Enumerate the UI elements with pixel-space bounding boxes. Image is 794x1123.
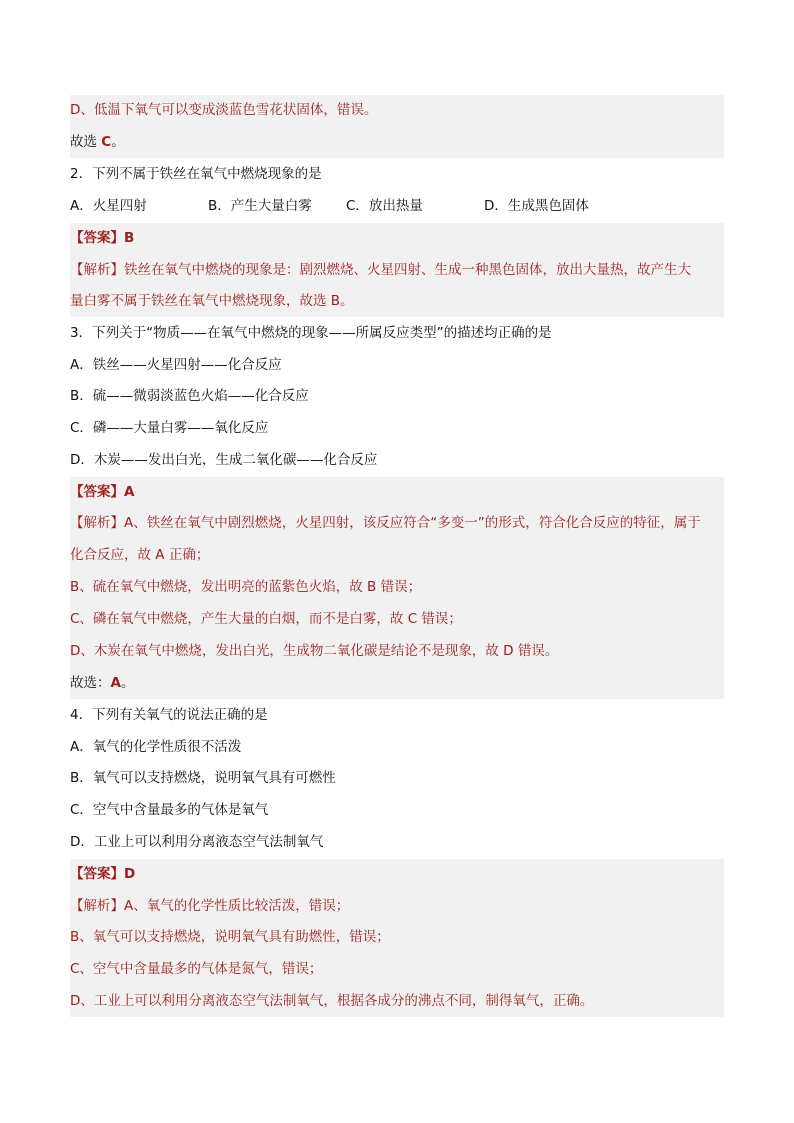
q1-analysis-d: D、低温下氧气可以变成淡蓝色雪花状固体，错误。 — [70, 102, 378, 118]
conclusion-prefix: 故选： — [70, 675, 111, 691]
q3-stem: 3．下列关于“物质——在氧气中燃烧的现象——所属反应类型”的描述均正确的是 — [70, 325, 552, 341]
q2-option-d: D．生成黑色固体 — [484, 198, 589, 214]
q4-option-d: D．工业上可以利用分离液态空气法制氧气 — [70, 834, 324, 850]
conclusion-answer: C — [101, 134, 112, 150]
q4-option-a: A．氧气的化学性质很不活泼 — [70, 739, 242, 755]
conclusion-suffix: 。 — [120, 675, 135, 691]
q3-conclusion — [70, 668, 722, 700]
q3-option-b: B．硫——微弱淡蓝色火焰——化合反应 — [70, 388, 309, 404]
q2-answer: 【答案】B — [70, 230, 135, 246]
conclusion-answer: A — [110, 675, 121, 691]
q3-answer: 【答案】A — [70, 484, 135, 500]
q2-option-a: A．火星四射 — [70, 198, 147, 214]
q4-analysis-b: B、氧气可以支持燃烧，说明氧气具有助燃性，错误； — [70, 929, 390, 945]
conclusion-prefix: 故选 — [70, 134, 102, 150]
q2-stem: 2．下列不属于铁丝在氧气中燃烧现象的是 — [70, 166, 322, 182]
q4-option-c: C．空气中含量最多的气体是氧气 — [70, 802, 269, 818]
q3-analysis-line1: 【解析】A、铁丝在氧气中剧烈燃烧，火星四射，该反应符合“多变一”的形式，符合化合反应的特征，属于 — [70, 515, 701, 531]
q2-analysis-line1: 【解析】铁丝在氧气中燃烧的现象是：剧烈燃烧、火星四射、生成一种黑色固体，放出大量热，故产生大 — [70, 262, 691, 278]
q3-analysis-c: C、磷在氧气中燃烧，产生大量的白烟，而不是白雾，故 C 错误； — [70, 611, 462, 627]
q1-conclusion — [70, 127, 722, 159]
q3-option-a: A．铁丝——火星四射——化合反应 — [70, 357, 282, 373]
q4-analysis-d: D、工业上可以利用分离液态空气法制氧气，根据各成分的沸点不同，制得氧气，正确。 — [70, 993, 594, 1009]
q3-option-d: D．木炭——发出白光，生成二氧化碳——化合反应 — [70, 452, 378, 468]
q2-analysis-line2: 量白雾不属于铁丝在氧气中燃烧现象，故选 B。 — [70, 293, 354, 309]
q2-options — [70, 191, 722, 223]
q3-analysis-d: D、木炭在氧气中燃烧，发出白光，生成物二氧化碳是结论不是现象，故 D 错误。 — [70, 643, 559, 659]
q4-answer: 【答案】D — [70, 866, 136, 882]
q4-option-b: B．氧气可以支持燃烧，说明氧气具有可燃性 — [70, 770, 336, 786]
q3-option-c: C．磷——大量白雾——氧化反应 — [70, 420, 269, 436]
q4-analysis-c: C、空气中含量最多的气体是氮气，错误； — [70, 961, 323, 977]
conclusion-suffix: 。 — [111, 134, 125, 150]
q2-option-c: C．放出热量 — [346, 198, 423, 214]
q4-stem: 4．下列有关氧气的说法正确的是 — [70, 707, 268, 723]
q2-option-b: B．产生大量白雾 — [208, 198, 312, 214]
q3-analysis-b: B、硫在氧气中燃烧，发出明亮的蓝紫色火焰，故 B 错误； — [70, 579, 422, 595]
q3-analysis-line2: 化合反应，故 A 正确； — [70, 547, 210, 563]
q4-analysis-a: 【解析】A、氧气的化学性质比较活泼，错误； — [70, 898, 350, 914]
